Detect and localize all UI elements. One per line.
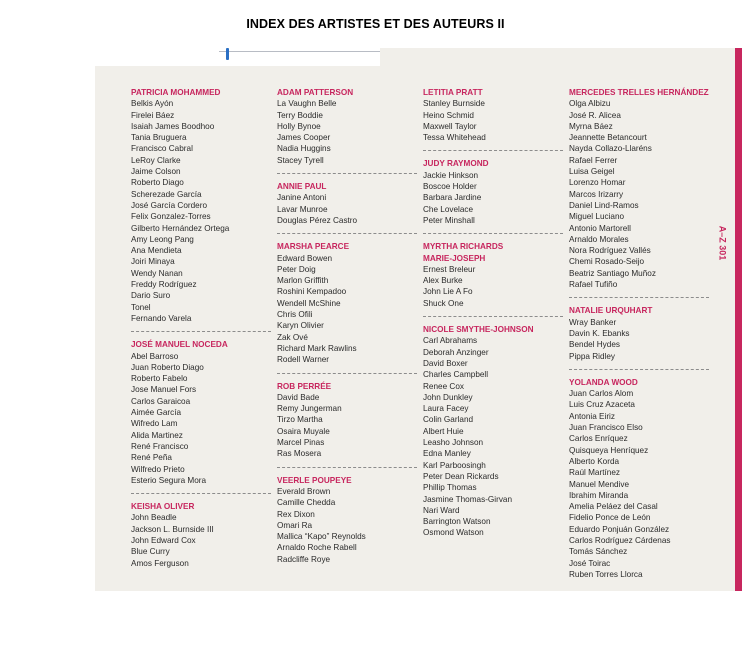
artist-name: Richard Mark Rawlins [277,343,357,353]
artist-name: Peter Doig [277,264,316,274]
artist-name: Raúl Martínez [569,468,620,478]
artist-name: Lavar Munroe [277,204,328,214]
index-group [423,87,573,143]
artist-name: Manuel Mendive [569,479,630,489]
artist-name: Everald Brown [277,486,331,496]
artist-name: Janine Antoni [277,193,327,203]
artist-name: Jose Manuel Fors [131,385,197,395]
artist-name: Barrington Watson [423,517,491,527]
index-group [423,324,573,539]
author-heading: KEISHA OLIVER [131,502,195,512]
artist-name: Wendy Nanan [131,268,183,278]
artist-name: Jasmine Thomas-Girvan [423,494,513,504]
artist-name: Wray Banker [569,317,617,327]
artist-list [277,192,427,226]
artist-name: Charles Campbell [423,370,489,380]
artist-name: Nari Ward [423,505,460,515]
artist-name: Juan Roberto Diago [131,362,204,372]
artist-name: Roberto Fabelo [131,374,188,384]
artist-name: Alida Martinez [131,430,183,440]
artist-name: Luis Cruz Azaceta [569,400,635,410]
artist-name: Marlon Griffith [277,276,329,286]
index-group [277,381,427,460]
artist-name: Amos Ferguson [131,558,189,568]
scan-cursor-mark [226,48,229,60]
artist-name: Fernando Varela [131,313,192,323]
artist-name: Edna Manley [423,449,471,459]
artist-name: Daniel Lind-Ramos [569,200,639,210]
artist-name: Zak Ové [277,332,308,342]
artist-name: Aimée García [131,408,182,418]
author-heading: JUDY RAYMOND [423,159,489,169]
artist-name: Tonel [131,302,151,312]
artist-name: Ruben Torres Llorca [569,569,643,579]
artist-name: Myrna Báez [569,121,613,131]
artist-name: Lorenzo Homar [569,178,626,188]
artist-name: Roshini Kempadoo [277,287,347,297]
artist-name: Quisqueya Henríquez [569,445,649,455]
artist-name: John Beadle [131,513,177,523]
artist-name: Belkis Ayón [131,99,174,109]
index-group [277,87,427,166]
artist-name: Firelei Báez [131,110,175,120]
group-divider [277,233,417,234]
artist-name: Luisa Geigel [569,167,615,177]
artist-name: Francisco Cabral [131,144,193,154]
artist-name: La Vaughn Belle [277,99,337,109]
artist-name: Jeannette Betancourt [569,133,647,143]
artist-name: Osaira Muyale [277,426,330,436]
artist-name: Stacey Tyrell [277,155,324,165]
artist-list [131,351,281,487]
artist-name: Laura Facey [423,404,469,414]
artist-name: Juan Carlos Alom [569,389,634,399]
author-heading: JOSÉ MANUEL NOCEDA [131,340,228,350]
artist-name: Alex Burke [423,276,463,286]
artist-name: Scherezade García [131,189,202,199]
page-edge-strip [735,48,742,591]
artist-name: Maxwell Taylor [423,121,477,131]
artist-name: Amy Leong Pang [131,234,194,244]
index-group [423,158,573,226]
artist-name: Roberto Diago [131,178,184,188]
artist-name: Tessa Whitehead [423,133,486,143]
artist-list [423,264,573,309]
index-group [423,241,573,309]
artist-name: Rafael Tufiño [569,280,618,290]
artist-name: Ana Mendieta [131,246,182,256]
artist-name: David Bade [277,392,320,402]
index-column-3 [423,87,573,539]
artist-name: LeRoy Clarke [131,155,181,165]
artist-name: Omari Ra [277,520,313,530]
artist-name: Peter Minshall [423,215,475,225]
artist-name: Eduardo Ponjuán González [569,524,670,534]
artist-name: Juan Francisco Elso [569,423,643,433]
artist-name: Arnaldo Roche Rabell [277,543,357,553]
artist-name: Carlos Enríquez [569,434,628,444]
artist-name: Gilberto Hernández Ortega [131,223,230,233]
artist-list [569,317,719,362]
artist-name: Wendell McShine [277,298,341,308]
group-divider [569,369,709,370]
artist-name: José Toirac [569,558,611,568]
artist-name: Bendel Hydes [569,340,620,350]
artist-name: Chris Ofili [277,310,313,320]
author-heading: ROB PERRÉE [277,381,332,391]
artist-name: Wifredo Lam [131,419,178,429]
page-number: A–Z 301 [717,225,728,261]
group-divider [423,316,563,317]
artist-name: Colin Garland [423,415,474,425]
artist-name: Dario Suro [131,291,171,301]
index-group [277,181,427,226]
index-group [569,87,719,290]
author-heading: NATALIE URQUHART [569,306,653,316]
author-heading: LETITIA PRATT [423,88,483,97]
artist-name: Mallica “Kapo” Reynolds [277,532,366,542]
artist-name: René Francisco [131,441,189,451]
index-column-1 [131,87,281,569]
index-group [569,305,719,361]
artist-name: Nayda Collazo-Llaréns [569,144,652,154]
artist-name: Esterio Segura Mora [131,475,207,485]
artist-name: Barbara Jardine [423,193,482,203]
artist-name: Felix Gonzalez-Torres [131,212,211,222]
artist-name: Shuck One [423,298,464,308]
artist-name: Carlos Rodríguez Cárdenas [569,535,671,545]
scan-top-rule [219,51,380,52]
artist-name: Ibrahim Miranda [569,490,629,500]
group-divider [423,150,563,151]
author-heading: VEERLE POUPEYE [277,475,352,485]
artist-list [569,388,719,580]
scanned-page [95,48,742,591]
artist-list [277,98,427,166]
artist-name: Miguel Luciano [569,212,625,222]
artist-name: Antonio Martorell [569,223,631,233]
artist-name: Freddy Rodríguez [131,280,197,290]
artist-name: Alberto Korda [569,456,620,466]
artist-name: James Cooper [277,133,331,143]
group-divider [277,173,417,174]
artist-name: Joiri Minaya [131,257,175,267]
author-heading: ANNIE PAUL [277,182,327,192]
artist-name: Chemi Rosado-Seijo [569,257,645,267]
artist-name: Jackie Hinkson [423,170,479,180]
artist-name: Davin K. Ebanks [569,328,630,338]
author-heading: YOLANDA WOOD [569,377,638,387]
artist-name: Stanley Burnside [423,99,485,109]
artist-name: John Dunkley [423,392,473,402]
group-divider [569,297,709,298]
author-heading: ADAM PATTERSON [277,88,354,97]
artist-list [277,486,427,565]
index-group [569,377,719,580]
artist-name: Abel Barroso [131,351,179,361]
group-divider [131,493,271,494]
artist-name: Terry Boddie [277,110,323,120]
index-group [131,501,281,569]
artist-name: Peter Dean Rickards [423,471,499,481]
artist-name: Douglas Pérez Castro [277,215,358,225]
artist-list [277,392,427,460]
artist-name: Rafael Ferrer [569,155,618,165]
index-group [277,241,427,365]
artist-list [423,335,573,538]
artist-list [423,170,573,226]
artist-name: Osmond Watson [423,528,484,538]
artist-name: Karyn Olivier [277,321,324,331]
index-group [277,475,427,565]
artist-name: Renee Cox [423,381,464,391]
artist-name: Boscoe Holder [423,182,477,192]
artist-name: Remy Jungerman [277,404,342,414]
artist-name: Jackson L. Burnside III [131,524,214,534]
artist-name: Marcos Irizarry [569,189,624,199]
artist-name: Camille Chedda [277,498,336,508]
artist-list [131,98,281,324]
index-group [131,339,281,486]
artist-name: John Lie A Fo [423,287,473,297]
author-heading: MARIE-JOSEPH [423,253,486,263]
author-heading: NICOLE SMYTHE-JOHNSON [423,325,534,335]
artist-name: Nora Rodríguez Vallés [569,246,651,256]
artist-name: Albert Huie [423,426,464,436]
artist-name: Ras Mosera [277,449,322,459]
artist-name: Phillip Thomas [423,483,477,493]
artist-name: René Peña [131,453,172,463]
artist-name: Tirzo Martha [277,415,323,425]
artist-name: Heino Schmid [423,110,474,120]
author-heading: PATRICIA MOHAMMED [131,88,221,97]
artist-list [569,98,719,290]
artist-name: José R. Alicea [569,110,621,120]
artist-name: Blue Curry [131,547,170,557]
artist-name: Karl Parboosingh [423,460,486,470]
artist-name: Che Lovelace [423,204,474,214]
group-divider [131,331,271,332]
artist-name: Jaime Colson [131,167,181,177]
artist-name: Holly Bynoe [277,121,321,131]
author-heading: MERCEDES TRELLES HERNÁNDEZ [569,88,709,97]
artist-name: Isaiah James Boodhoo [131,121,215,131]
artist-name: Tania Bruguera [131,133,187,143]
author-heading: MARSHA PEARCE [277,242,350,252]
artist-name: Marcel Pinas [277,438,325,448]
artist-name: Tomás Sánchez [569,547,628,557]
artist-name: Ernest Breleur [423,264,476,274]
artist-name: Fidelio Ponce de León [569,513,651,523]
group-divider [423,233,563,234]
artist-name: David Boxer [423,358,468,368]
artist-name: Leasho Johnson [423,438,484,448]
document-title: INDEX DES ARTISTES ET DES AUTEURS II [246,17,505,31]
artist-name: Carl Abrahams [423,336,478,346]
artist-name: Beatriz Santiago Muñoz [569,268,656,278]
artist-name: Wilfredo Prieto [131,464,185,474]
artist-name: Arnaldo Morales [569,234,629,244]
artist-name: Rex Dixon [277,509,315,519]
artist-name: Deborah Anzinger [423,347,489,357]
artist-name: Rodell Warner [277,355,330,365]
artist-name: Radcliffe Roye [277,554,331,564]
index-column-4 [569,87,719,580]
index-group [131,87,281,324]
artist-name: Olga Albizu [569,99,611,109]
artist-name: José García Cordero [131,200,207,210]
artist-list [277,253,427,366]
index-column-2 [277,87,427,565]
artist-name: Carlos Garaicoa [131,396,191,406]
artist-list [131,512,281,568]
artist-name: Amelia Peláez del Casal [569,502,658,512]
artist-name: Pippa Ridley [569,351,615,361]
group-divider [277,467,417,468]
artist-list [423,98,573,143]
artist-name: Edward Bowen [277,253,333,263]
author-heading: MYRTHA RICHARDS [423,242,504,252]
artist-name: Antonia Eiriz [569,411,615,421]
group-divider [277,373,417,374]
artist-name: John Edward Cox [131,535,196,545]
artist-name: Nadia Huggins [277,144,331,154]
